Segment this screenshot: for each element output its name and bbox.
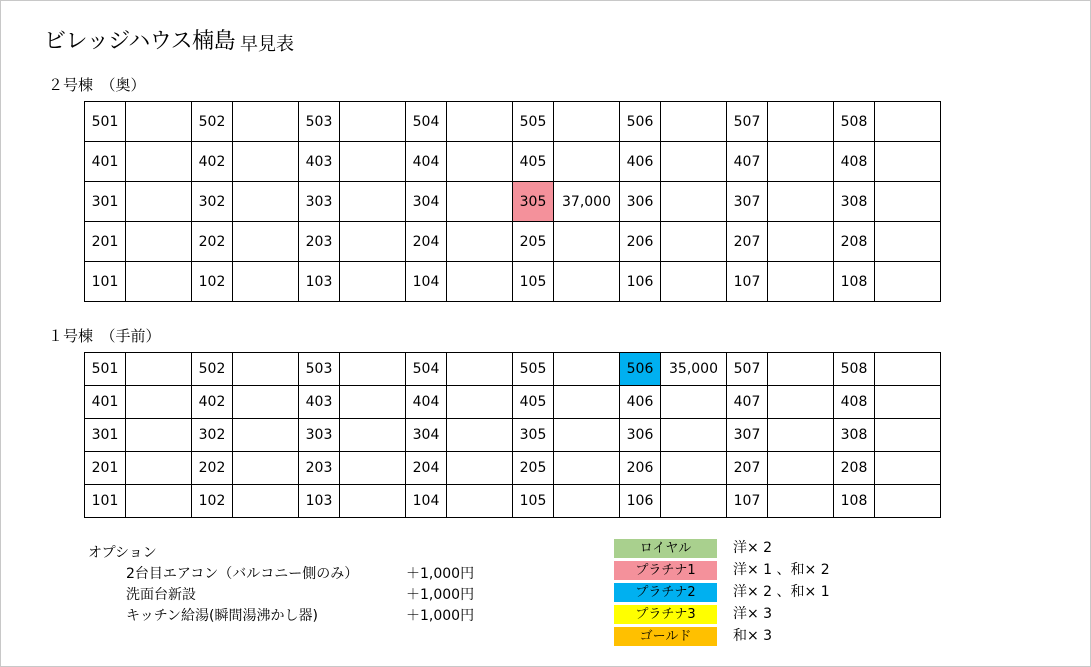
room-number: 202 <box>192 452 233 485</box>
room-price <box>768 485 834 518</box>
floor-row <box>85 485 941 518</box>
room-number: 303 <box>299 182 340 222</box>
room-number: 101 <box>85 262 126 302</box>
room-number: 407 <box>727 386 768 419</box>
room-number: 201 <box>85 222 126 262</box>
room-number: 402 <box>192 142 233 182</box>
room-price <box>768 452 834 485</box>
room-price <box>126 102 192 142</box>
room-price <box>875 353 941 386</box>
room-price <box>875 222 941 262</box>
room-number: 306 <box>620 419 661 452</box>
room-price <box>340 485 406 518</box>
room-price <box>126 386 192 419</box>
room-number: 102 <box>192 485 233 518</box>
room-number: 406 <box>620 142 661 182</box>
room-number: 408 <box>834 386 875 419</box>
room-number: 501 <box>85 353 126 386</box>
room-price <box>340 419 406 452</box>
room-price: 37,000 <box>554 182 620 222</box>
room-number: 201 <box>85 452 126 485</box>
room-number: 507 <box>727 353 768 386</box>
room-number: 508 <box>834 102 875 142</box>
room-price <box>447 102 513 142</box>
room-price <box>233 102 299 142</box>
room-number: 308 <box>834 182 875 222</box>
room-number: 207 <box>727 222 768 262</box>
room-number: 304 <box>406 182 447 222</box>
floor-row <box>85 182 941 222</box>
building-1-room-grid <box>84 352 941 518</box>
room-number: 203 <box>299 222 340 262</box>
room-number: 105 <box>513 262 554 302</box>
room-number: 306 <box>620 182 661 222</box>
room-number: 408 <box>834 142 875 182</box>
room-price <box>126 452 192 485</box>
room-number: 401 <box>85 386 126 419</box>
room-price <box>340 262 406 302</box>
room-number: 403 <box>299 142 340 182</box>
room-price <box>768 419 834 452</box>
room-price <box>447 386 513 419</box>
room-number: 407 <box>727 142 768 182</box>
room-price <box>233 353 299 386</box>
room-number: 503 <box>299 353 340 386</box>
room-price <box>447 142 513 182</box>
room-price <box>554 142 620 182</box>
room-price <box>126 353 192 386</box>
room-number: 108 <box>834 262 875 302</box>
room-number: 202 <box>192 222 233 262</box>
room-price <box>126 419 192 452</box>
room-number: 103 <box>299 485 340 518</box>
option-name: キッチン給湯(瞬間湯沸かし器) <box>126 608 318 624</box>
room-number: 104 <box>406 262 447 302</box>
room-number: 303 <box>299 419 340 452</box>
room-price <box>661 262 727 302</box>
room-price <box>126 142 192 182</box>
room-price <box>661 182 727 222</box>
room-number: 507 <box>727 102 768 142</box>
room-price <box>447 222 513 262</box>
room-number: 504 <box>406 353 447 386</box>
room-price <box>875 386 941 419</box>
room-price <box>768 353 834 386</box>
room-price <box>661 419 727 452</box>
room-number: 304 <box>406 419 447 452</box>
room-number: 108 <box>834 485 875 518</box>
legend-desc-gold: 和× 3 <box>733 628 773 644</box>
room-price <box>768 222 834 262</box>
room-price <box>340 102 406 142</box>
room-number: 305 <box>513 182 554 222</box>
room-price <box>340 452 406 485</box>
page-subtitle: 早見表 <box>240 34 294 55</box>
room-price <box>126 222 192 262</box>
room-number: 106 <box>620 485 661 518</box>
room-number: 502 <box>192 353 233 386</box>
room-number: 405 <box>513 386 554 419</box>
room-price <box>126 262 192 302</box>
room-price <box>554 102 620 142</box>
room-number: 502 <box>192 102 233 142</box>
room-price <box>768 386 834 419</box>
room-price <box>233 419 299 452</box>
room-price <box>875 419 941 452</box>
room-number: 302 <box>192 419 233 452</box>
floor-row <box>85 102 941 142</box>
room-price <box>661 452 727 485</box>
room-price <box>233 182 299 222</box>
room-number: 404 <box>406 386 447 419</box>
legend-desc-platinum1: 洋× 1 、和× 2 <box>733 562 830 578</box>
floor-row <box>85 142 941 182</box>
page-title: ビレッジハウス楠島 <box>44 29 236 54</box>
room-number: 401 <box>85 142 126 182</box>
room-price <box>875 182 941 222</box>
room-number: 101 <box>85 485 126 518</box>
legend-swatch-platinum2: プラチナ2 <box>613 582 718 603</box>
room-number: 204 <box>406 452 447 485</box>
room-price <box>340 386 406 419</box>
room-price <box>875 262 941 302</box>
room-price <box>661 386 727 419</box>
room-price <box>233 262 299 302</box>
room-number: 206 <box>620 452 661 485</box>
room-number: 107 <box>727 485 768 518</box>
option-name: 洗面台新設 <box>126 587 196 603</box>
room-number: 501 <box>85 102 126 142</box>
room-number: 506 <box>620 353 661 386</box>
room-price <box>447 452 513 485</box>
legend-desc-platinum2: 洋× 2 、和× 1 <box>733 584 830 600</box>
building-2-room-grid <box>84 101 941 302</box>
room-number: 301 <box>85 419 126 452</box>
room-price <box>661 102 727 142</box>
room-price <box>554 353 620 386</box>
legend-swatch-royal: ロイヤル <box>613 538 718 559</box>
room-number: 305 <box>513 419 554 452</box>
floor-row <box>85 262 941 302</box>
room-number: 508 <box>834 353 875 386</box>
room-price <box>768 182 834 222</box>
legend-desc-platinum3: 洋× 3 <box>733 606 773 622</box>
room-number: 107 <box>727 262 768 302</box>
room-price <box>875 452 941 485</box>
room-price <box>233 222 299 262</box>
room-number: 203 <box>299 452 340 485</box>
room-number: 505 <box>513 353 554 386</box>
room-price <box>661 485 727 518</box>
room-price <box>340 222 406 262</box>
room-number: 207 <box>727 452 768 485</box>
room-number: 204 <box>406 222 447 262</box>
floor-row <box>85 419 941 452</box>
option-price: ＋1,000円 <box>406 608 475 624</box>
room-price <box>447 262 513 302</box>
room-number: 506 <box>620 102 661 142</box>
room-price <box>554 262 620 302</box>
room-number: 403 <box>299 386 340 419</box>
legend-desc-royal: 洋× 2 <box>733 540 773 556</box>
room-number: 208 <box>834 222 875 262</box>
room-price <box>768 262 834 302</box>
room-price <box>233 142 299 182</box>
room-number: 205 <box>513 452 554 485</box>
room-price <box>233 452 299 485</box>
room-number: 503 <box>299 102 340 142</box>
floor-row <box>85 452 941 485</box>
room-price <box>554 222 620 262</box>
room-number: 205 <box>513 222 554 262</box>
room-price <box>447 485 513 518</box>
room-number: 402 <box>192 386 233 419</box>
room-price <box>875 485 941 518</box>
room-price <box>554 419 620 452</box>
legend-swatch-platinum3: プラチナ3 <box>613 604 718 625</box>
room-price <box>875 142 941 182</box>
room-price <box>554 386 620 419</box>
option-price: ＋1,000円 <box>406 566 475 582</box>
room-number: 308 <box>834 419 875 452</box>
room-number: 106 <box>620 262 661 302</box>
room-number: 104 <box>406 485 447 518</box>
room-price: 35,000 <box>661 353 727 386</box>
floor-row <box>85 222 941 262</box>
room-number: 208 <box>834 452 875 485</box>
option-name: 2台目エアコン（バルコニー側のみ） <box>126 566 359 582</box>
room-price <box>340 353 406 386</box>
building-1-label: １号棟 （手前） <box>48 327 161 345</box>
room-number: 307 <box>727 419 768 452</box>
room-price <box>447 353 513 386</box>
room-price <box>126 485 192 518</box>
room-price <box>768 102 834 142</box>
room-price <box>447 182 513 222</box>
room-number: 103 <box>299 262 340 302</box>
room-number: 206 <box>620 222 661 262</box>
room-number: 302 <box>192 182 233 222</box>
room-price <box>447 419 513 452</box>
room-price <box>340 142 406 182</box>
legend-swatch-gold: ゴールド <box>613 626 718 647</box>
room-price <box>661 142 727 182</box>
room-number: 406 <box>620 386 661 419</box>
room-number: 505 <box>513 102 554 142</box>
room-number: 307 <box>727 182 768 222</box>
options-heading: オプション <box>88 545 157 561</box>
building-2-label: ２号棟 （奥） <box>48 76 146 94</box>
room-price <box>554 452 620 485</box>
room-number: 405 <box>513 142 554 182</box>
room-price <box>768 142 834 182</box>
room-number: 404 <box>406 142 447 182</box>
legend-swatch-platinum1: プラチナ1 <box>613 560 718 581</box>
room-number: 102 <box>192 262 233 302</box>
room-price <box>554 485 620 518</box>
room-number: 504 <box>406 102 447 142</box>
room-price <box>875 102 941 142</box>
floor-row <box>85 353 941 386</box>
floor-row <box>85 386 941 419</box>
room-price <box>233 485 299 518</box>
room-number: 301 <box>85 182 126 222</box>
room-price <box>340 182 406 222</box>
room-price <box>661 222 727 262</box>
option-price: ＋1,000円 <box>406 587 475 603</box>
room-price <box>126 182 192 222</box>
room-number: 105 <box>513 485 554 518</box>
room-price <box>233 386 299 419</box>
